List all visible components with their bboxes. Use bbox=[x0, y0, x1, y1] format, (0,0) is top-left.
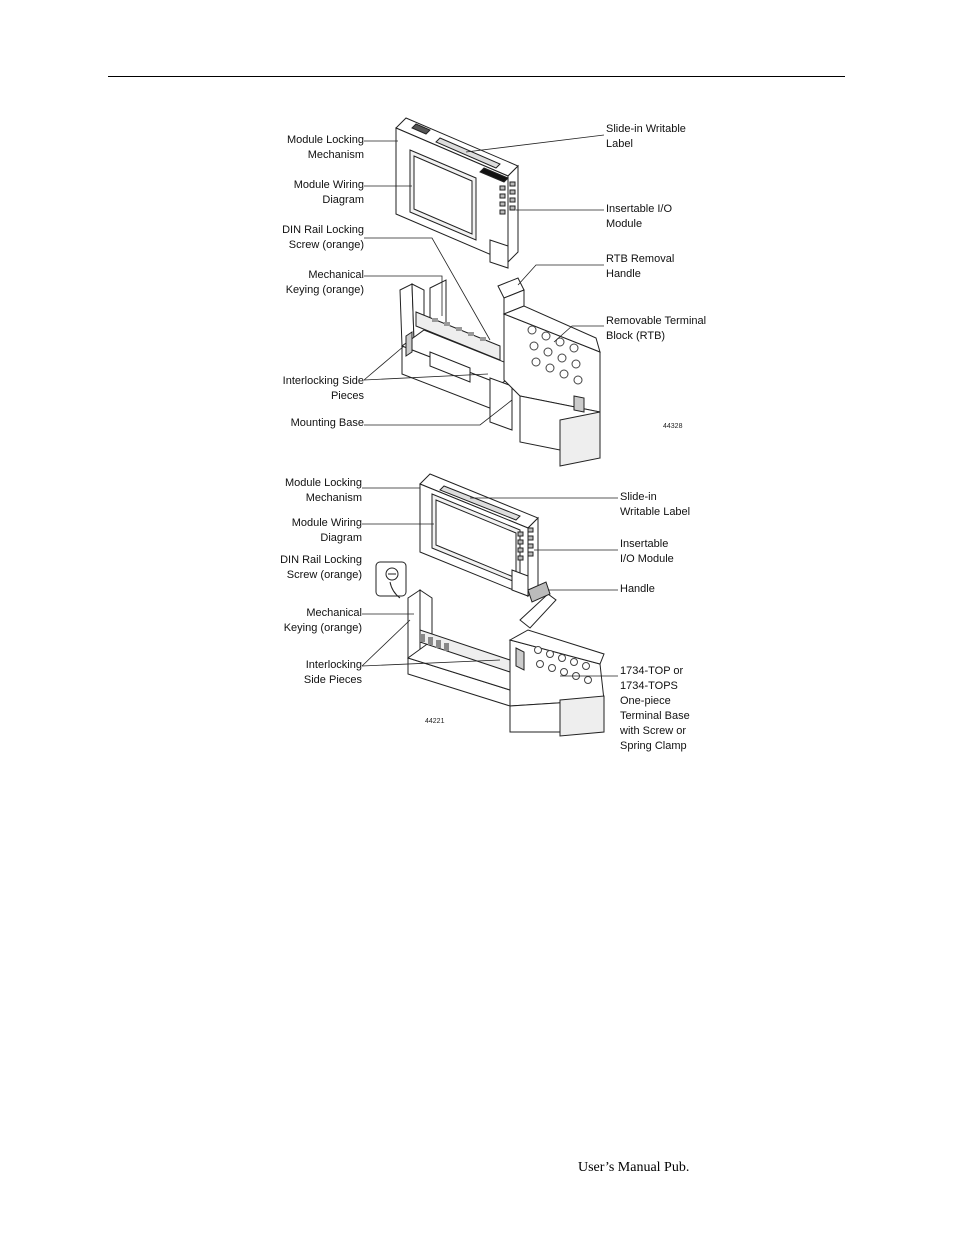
label-line: Side Pieces bbox=[303, 674, 362, 686]
label-line: Module Wiring bbox=[293, 179, 364, 191]
label-line: Module Locking bbox=[284, 477, 362, 489]
label-line: Module Wiring bbox=[291, 517, 362, 529]
label-rtb-removal-handle bbox=[606, 252, 674, 282]
label-slide-in-writable-label-2 bbox=[620, 490, 690, 520]
label-module-locking-mechanism-2 bbox=[268, 476, 362, 506]
label-insertable-io-module bbox=[606, 202, 672, 232]
bottom-io-module bbox=[420, 474, 538, 596]
label-line: Removable Terminal bbox=[606, 315, 707, 327]
top-rtb bbox=[498, 278, 600, 466]
label-line: RTB Removal bbox=[606, 253, 675, 265]
label-din-rail-locking-screw-2 bbox=[268, 553, 362, 583]
label-line: Label bbox=[606, 138, 633, 150]
label-line: Mechanism bbox=[305, 492, 362, 504]
label-line: 1734-TOPS bbox=[620, 680, 678, 692]
label-line: 1734-TOP or bbox=[620, 665, 684, 677]
label-line: Module bbox=[606, 218, 643, 230]
figure-number-bottom: 44221 bbox=[425, 718, 445, 725]
label-line: Keying (orange) bbox=[285, 284, 364, 296]
label-line: Terminal Base bbox=[620, 710, 690, 722]
label-terminal-base bbox=[620, 664, 690, 754]
bottom-terminal-base bbox=[408, 582, 604, 736]
label-slide-in-writable-label bbox=[606, 122, 686, 152]
label-line: Insertable bbox=[620, 538, 669, 550]
label-line: Screw (orange) bbox=[286, 569, 362, 581]
label-module-wiring-diagram bbox=[270, 178, 364, 208]
label-line: DIN Rail Locking bbox=[282, 224, 364, 236]
label-mechanical-keying bbox=[270, 268, 364, 298]
label-line: Interlocking Side bbox=[282, 375, 364, 387]
label-line: I/O Module bbox=[620, 553, 674, 565]
label-interlocking-side-pieces-2 bbox=[268, 658, 362, 688]
label-line: Diagram bbox=[322, 194, 364, 206]
label-line: Mechanical bbox=[308, 269, 364, 281]
label-line: Screw (orange) bbox=[288, 239, 364, 251]
label-line: Handle bbox=[620, 583, 655, 595]
label-line: DIN Rail Locking bbox=[280, 554, 362, 566]
label-line: Spring Clamp bbox=[620, 740, 687, 752]
label-line: Interlocking bbox=[305, 659, 362, 671]
label-handle bbox=[620, 582, 655, 597]
label-module-wiring-diagram-2 bbox=[268, 516, 362, 546]
label-line: One-piece bbox=[620, 695, 671, 707]
label-line: Slide-in bbox=[620, 491, 657, 503]
label-din-rail-locking-screw bbox=[270, 223, 364, 253]
label-line: Block (RTB) bbox=[606, 330, 666, 342]
label-line: Handle bbox=[606, 268, 641, 280]
label-line: Pieces bbox=[330, 390, 364, 402]
label-interlocking-side-pieces bbox=[270, 374, 364, 404]
label-mechanical-keying-2 bbox=[268, 606, 362, 636]
label-line: Mechanism bbox=[307, 149, 364, 161]
label-line: Insertable I/O bbox=[606, 203, 673, 215]
label-removable-terminal-block bbox=[606, 314, 706, 344]
top-io-module bbox=[396, 118, 518, 268]
label-line: Mounting Base bbox=[290, 417, 364, 429]
label-module-locking-mechanism bbox=[270, 133, 364, 163]
label-line: Slide-in Writable bbox=[606, 123, 686, 135]
footer-text: User’s Manual Pub. bbox=[578, 1160, 690, 1175]
label-insertable-io-module-2 bbox=[620, 537, 674, 567]
label-line: Diagram bbox=[320, 532, 362, 544]
figure-number-top: 44328 bbox=[663, 423, 683, 430]
label-line: Writable Label bbox=[620, 506, 691, 518]
label-line: Module Locking bbox=[286, 134, 364, 146]
label-mounting-base bbox=[270, 416, 364, 431]
label-line: Mechanical bbox=[306, 607, 362, 619]
label-line: Keying (orange) bbox=[283, 622, 362, 634]
label-line: with Screw or bbox=[620, 725, 687, 737]
bottom-din-rail-detail bbox=[376, 562, 406, 598]
